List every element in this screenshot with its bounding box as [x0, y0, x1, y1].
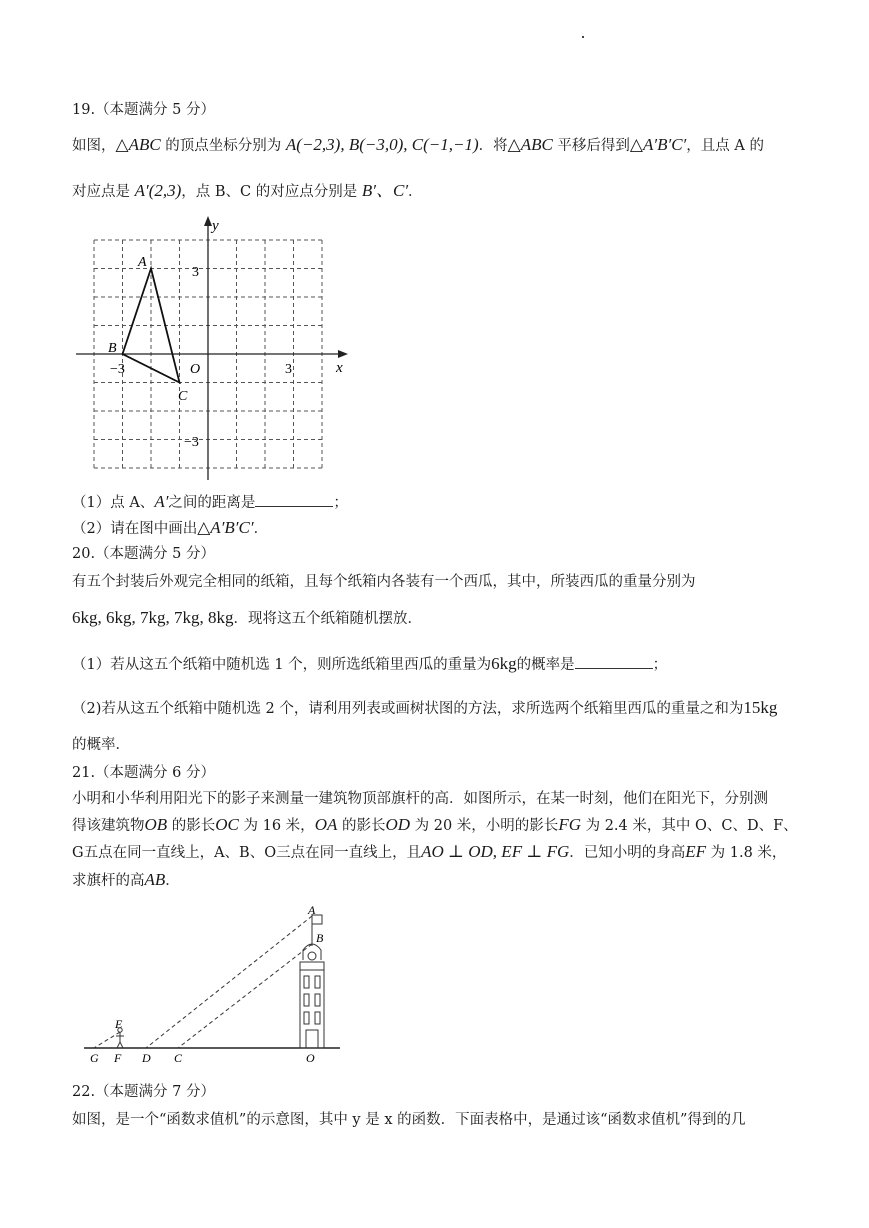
q19-coordinate-figure: [70, 212, 360, 484]
y-axis-label: y: [212, 218, 219, 234]
q22-header: 22.（本题满分 7 分）: [72, 1084, 216, 1100]
q20-header: 20.（本题满分 5 分）: [72, 546, 216, 562]
q20-statement-line2: 6kg, 6kg, 7kg, 7kg, 8kg．现将这五个纸箱随机摆放．: [72, 608, 422, 627]
q21-statement-line3: G五点在同一直线上，A、B、O三点在同一直线上，且AO ⊥ OD, EF ⊥ FG．已知小明的身高EF 为 1.8 米，: [72, 842, 787, 861]
q19-statement-line1: 如图，△ABC 的顶点坐标分别为 A(−2,3), B(−3,0), C(−1,−1)．将△ABC 平移后得到△A′B′C′，且点 A 的: [72, 135, 764, 154]
label-o: O: [306, 1051, 315, 1065]
axes: [76, 216, 348, 480]
q20-statement-line1: 有五个封装后外观完全相同的纸箱，且每个纸箱内各装有一个西瓜，其中，所装西瓜的重量分别为: [72, 574, 696, 590]
q19-header: 19.（本题满分 5 分）: [72, 102, 216, 118]
page-mark: [582, 36, 584, 38]
q19-sub1: （1）点 A、A′之间的距离是 ；: [72, 492, 348, 511]
q20-sub1: （1）若从这五个纸箱中随机选 1 个，则所选纸箱里西瓜的重量为6kg的概率是 ；: [72, 654, 668, 673]
label-e: E: [115, 1017, 123, 1031]
sun-ray-b-to-c: [178, 944, 312, 1048]
label-b: B: [108, 341, 117, 356]
q21-shadow-figure: [80, 902, 350, 1072]
q20-sub2-cont: 的概率．: [72, 737, 130, 753]
x-tick-neg: −3: [110, 362, 125, 377]
label-f: F: [114, 1051, 122, 1065]
answer-blank[interactable]: [255, 492, 333, 507]
q22-statement-line1: 如图，是一个“函数求值机”的示意图，其中 y 是 x 的函数．下面表格中，是通过该“函数求值机”得到的几: [72, 1112, 746, 1128]
answer-blank[interactable]: [575, 654, 653, 669]
label-c: C: [178, 389, 188, 404]
origin-label: O: [190, 362, 201, 377]
q21-statement-line1: 小明和小华利用阳光下的影子来测量一建筑物顶部旗杆的高．如图所示，在某一时刻，他们在阳光下，分别测: [72, 791, 768, 807]
label-a: A: [138, 255, 147, 270]
label-d: D: [142, 1051, 151, 1065]
q19-sub2: （2）请在图中画出△A′B′C′．: [72, 518, 269, 537]
label-b: B: [316, 931, 324, 945]
x-tick-pos: 3: [285, 362, 292, 377]
label-g: G: [90, 1051, 99, 1065]
q20-sub2: （2)若从这五个纸箱中随机选 2 个，请利用列表或画树状图的方法，求所选两个纸箱里西瓜的重量之和为15kg: [72, 698, 778, 717]
y-tick-neg: −3: [184, 435, 199, 450]
x-axis-label: x: [336, 360, 343, 376]
sun-ray-a-to-d: [146, 916, 312, 1048]
q21-header: 21.（本题满分 6 分）: [72, 765, 216, 781]
q21-statement-line4: 求旗杆的高AB．: [72, 870, 180, 889]
sun-ray-e-to-g: [94, 1032, 120, 1048]
q21-statement-line2: 得该建筑物OB 的影长OC 为 16 米，OA 的影长OD 为 20 米，小明的影长FG 为 2.4 米，其中 O、C、D、F、: [72, 815, 798, 834]
q19-statement-line2: 对应点是 A′(2,3)，点 B、C 的对应点分别是 B′、C′．: [72, 181, 423, 200]
label-c: C: [174, 1051, 183, 1065]
label-a: A: [308, 903, 316, 917]
y-tick-pos: 3: [192, 265, 199, 280]
